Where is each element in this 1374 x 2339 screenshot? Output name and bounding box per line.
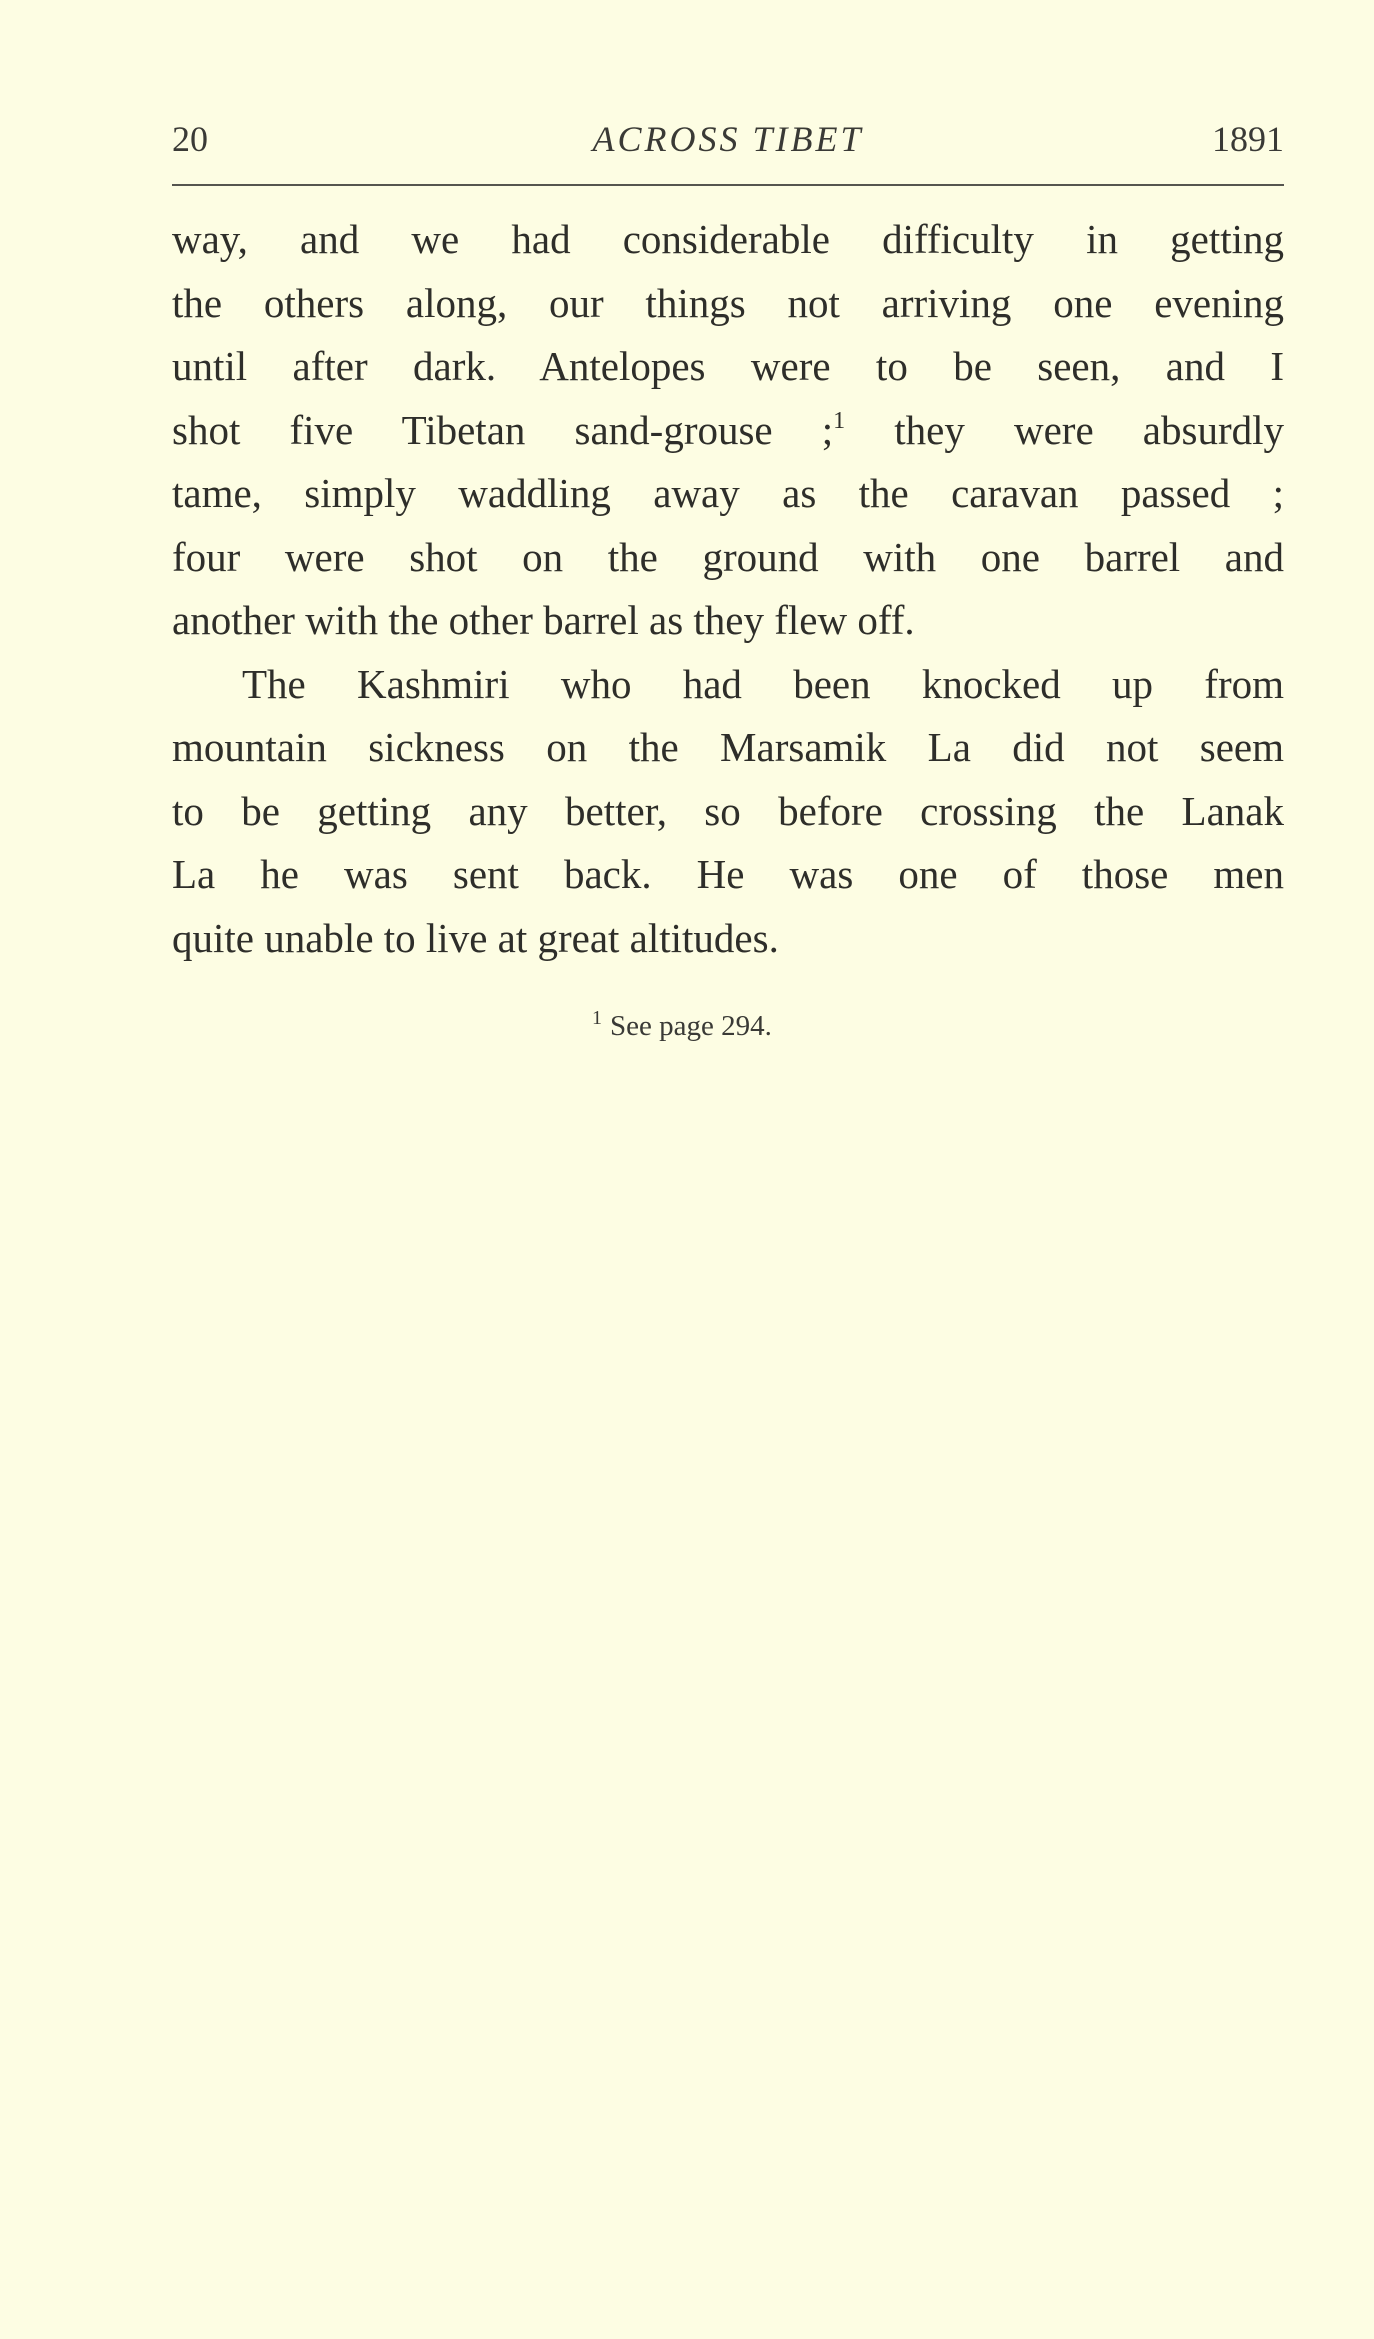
header-year: 1891 (1212, 119, 1284, 159)
text-line: another with the other barrel as they flew off. (172, 597, 915, 643)
text-line: The Kashmiri who had been knocked up from (242, 660, 1284, 707)
text-line: four were shot on the ground with one barrel and (172, 533, 1284, 580)
text-line: quite unable to live at great altitudes. (172, 914, 779, 961)
text-line: to be getting any better, so before crossing the Lanak (172, 787, 1284, 834)
body-text (172, 208, 1284, 970)
text-line: La he was sent back. He was one of those men (172, 851, 1284, 897)
text-line-with-footnote (172, 399, 1284, 463)
paragraph (172, 208, 1284, 653)
text-line: the others along, our things not arriving one evening (172, 279, 1284, 326)
text-line: mountain sickness on the Marsamik La did not seem (172, 724, 1284, 770)
paragraph (172, 653, 1284, 971)
page-number: 20 (172, 119, 208, 159)
footnote-number: 1 (592, 1007, 602, 1029)
footnote-text: See page 294. (610, 1010, 772, 1042)
footnote (592, 1007, 772, 1043)
text-segment: they were absurdly (845, 406, 1284, 453)
text-segment: shot five Tibetan sand-grouse ; (172, 406, 834, 453)
footnote-reference: 1 (833, 407, 846, 434)
header-rule (172, 184, 1284, 186)
text-line: way, and we had considerable difficulty in getting (172, 216, 1284, 262)
running-title: ACROSS TIBET (592, 119, 864, 159)
text-line: until after dark. Antelopes were to be seen, and I (172, 343, 1284, 389)
text-line: tame, simply waddling away as the caravan passed ; (172, 470, 1284, 516)
page-header (172, 118, 1284, 168)
